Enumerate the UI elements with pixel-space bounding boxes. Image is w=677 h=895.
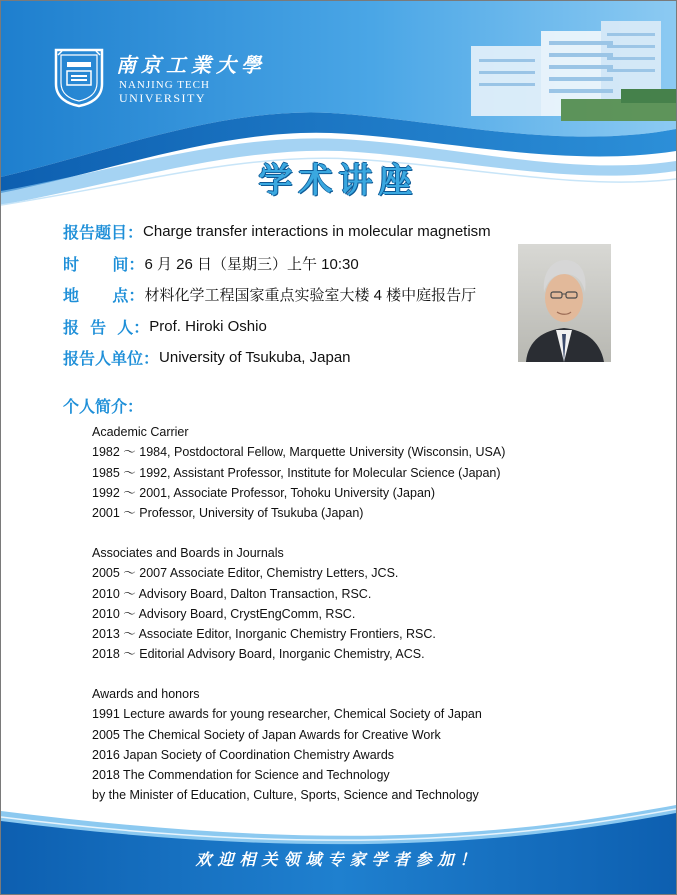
list-item: 1991 Lecture awards for young researcher, Chemical Society of Japan <box>92 707 482 722</box>
info-speaker <box>63 314 267 338</box>
time-label: 时 间： <box>63 254 145 274</box>
list-item: 2018 ～ Editorial Advisory Board, Inorganic Chemistry, ACS. <box>92 647 425 662</box>
info-affiliation <box>63 345 351 369</box>
time-value: 6 月 26 日（星期三）上午 10:30 <box>144 255 359 273</box>
welcome-message: 欢迎相关领域专家学者参加！ <box>195 850 482 869</box>
list-item: 1985 ～ 1992, Assistant Professor, Institute for Molecular Science (Japan) <box>92 465 501 480</box>
place-value: 材料化学工程国家重点实验室大楼 4 楼中庭报告厅 <box>144 286 477 304</box>
speaker-value: Prof. Hiroki Oshio <box>149 317 267 335</box>
list-item: 2001 ～ Professor, University of Tsukuba (Japan) <box>92 506 364 521</box>
university-name-en-line2: UNIVERSITY <box>119 91 206 105</box>
place-label: 地 点： <box>63 285 145 305</box>
list-item: 2010 ～ Advisory Board, CrystEngComm, RSC. <box>92 606 356 621</box>
list-item: 2016 Japan Society of Coordination Chemistry Awards <box>92 747 395 762</box>
university-name-cn: 南京工業大學 <box>116 53 266 77</box>
university-seal-icon <box>54 48 104 108</box>
awards-block <box>92 684 482 806</box>
info-time <box>63 251 359 275</box>
academic-career-block <box>92 422 505 523</box>
list-item: by the Minister of Education, Culture, Sports, Science and Technology <box>92 788 479 803</box>
list-item: 2005 The Chemical Society of Japan Awards for Creative Work <box>92 727 441 742</box>
list-item: 2018 The Commendation for Science and Technology <box>92 768 390 783</box>
academic-heading: Academic Carrier <box>92 425 189 439</box>
list-item: 2010 ～ Advisory Board, Dalton Transaction, RSC. <box>92 586 372 601</box>
list-item: 1982 ～ 1984, Postdoctoral Fellow, Marquette University (Wisconsin, USA) <box>92 445 506 460</box>
page-title: 学术讲座 <box>258 161 419 201</box>
info-topic <box>63 219 491 243</box>
affiliation-label: 报告人单位： <box>63 348 160 368</box>
speaker-label: 报 告 人： <box>63 317 150 337</box>
boards-block <box>92 543 436 665</box>
list-item: 2013 ～ Associate Editor, Inorganic Chemistry Frontiers, RSC. <box>92 627 436 642</box>
topic-label: 报告题目： <box>63 222 144 242</box>
boards-heading: Associates and Boards in Journals <box>92 546 284 560</box>
list-item: 1992 ～ 2001, Associate Professor, Tohoku University (Japan) <box>92 485 436 500</box>
awards-heading: Awards and honors <box>92 687 200 701</box>
bio-section-title: 个人简介： <box>63 397 144 416</box>
university-name-en-line1: NANJING TECH <box>119 79 210 91</box>
list-item: 2005 ～ 2007 Associate Editor, Chemistry Letters, JCS. <box>92 566 399 581</box>
info-place <box>63 282 476 306</box>
topic-value: Charge transfer interactions in molecular magnetism <box>143 222 491 240</box>
speaker-photo <box>518 244 611 362</box>
affiliation-value: University of Tsukuba, Japan <box>159 348 351 366</box>
